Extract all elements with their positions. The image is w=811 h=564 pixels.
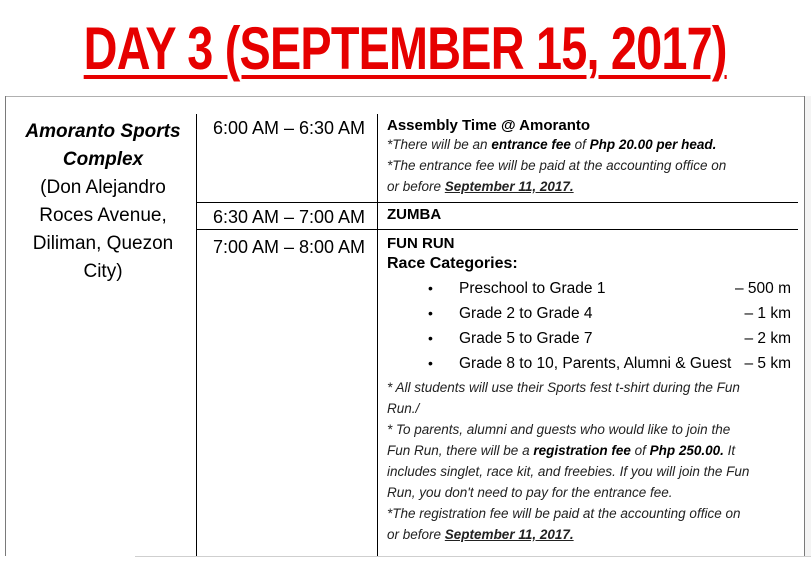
venue-name-line1: Amoranto Sports [25,121,181,142]
tshirt-note-line2: Run./ [387,401,420,416]
category-distance: – 5 km [744,355,791,372]
list-item [387,326,797,351]
activity-title: ZUMBA [387,206,442,223]
race-categories-heading: Race Categories: [387,255,518,272]
registration-note-line1: * To parents, alumni and guests who would like to join the [387,422,731,437]
category-name: Grade 8 to 10, Parents, Alumni & Guest [459,355,732,372]
note-text: It [723,443,736,458]
registration-note-line4: Run, you don't need to pay for the entrance fee. [387,485,673,500]
bullet-icon: • [428,355,433,371]
race-category-list [387,276,797,376]
note-emphasis: registration fee [533,443,631,458]
time-slot-assembly: 6:00 AM – 6:30 AM [212,118,366,138]
bullet-icon: • [428,305,433,321]
activity-title: FUN RUN [387,235,455,252]
deadline-date: September 11, 2017. [444,179,574,194]
entrance-fee-amount: Php 20.00 per head. [589,137,717,152]
registration-note-line2 [387,440,797,461]
note-text: *There will be an [387,137,492,152]
activity-fun-run [387,235,797,545]
time-slot-zumba: 6:30 AM – 7:00 AM [212,207,366,227]
note-emphasis: entrance fee [491,137,571,152]
entrance-fee-note [387,134,797,155]
note-text: of [570,137,590,152]
category-name: Grade 2 to Grade 4 [459,305,593,322]
category-distance: – 1 km [744,305,791,322]
payment-note-line1: *The entrance fee will be paid at the accounting office on [387,158,727,173]
venue-address-line3: Diliman, Quezon [32,233,174,254]
registration-payment-line2 [387,524,797,545]
venue-address-line1: (Don Alejandro [40,177,166,198]
list-item [387,276,797,301]
time-slot-fun-run: 7:00 AM – 8:00 AM [212,237,366,257]
registration-fee-amount: Php 250.00. [649,443,724,458]
column-divider-venue [196,114,197,556]
bullet-icon: • [428,280,433,296]
list-item [387,301,797,326]
registration-note-line3: includes singlet, race kit, and freebies. If you will join the Fun [387,464,750,479]
note-text: or before [387,527,445,542]
page-shadow [805,96,811,563]
day-banner [0,0,811,96]
activity-assembly [387,117,797,197]
page-edge-top [5,96,805,97]
note-text: of [630,443,650,458]
row-divider-1 [196,202,798,203]
note-text: or before [387,179,445,194]
category-distance: – 500 m [734,280,791,297]
note-text: Fun Run, there will be a [387,443,534,458]
venue-cell [12,118,194,286]
venue-name-line2: Complex [62,149,144,170]
row-divider-2 [196,229,798,230]
page-edge-left [5,96,6,563]
tshirt-note-line1: * All students will use their Sports fest t-shirt during the Fun [387,380,740,395]
venue-address-line4: City) [83,261,123,282]
category-name: Preschool to Grade 1 [459,280,606,297]
category-distance: – 2 km [744,330,791,347]
venue-address-line2: Roces Avenue, [39,205,167,226]
payment-note-line2 [387,176,797,197]
bullet-icon: • [428,330,433,346]
day-title: DAY 3 (SEPTEMBER 15, 2017) [83,14,728,82]
schedule-table [12,114,798,556]
activity-zumba [387,206,797,223]
list-item [387,351,797,376]
registration-payment-line1: *The registration fee will be paid at the accounting office on [387,506,741,521]
column-divider-time [377,114,378,556]
activity-title: Assembly Time @ Amoranto [387,117,591,134]
deadline-date: September 11, 2017. [444,527,574,542]
category-name: Grade 5 to Grade 7 [459,330,593,347]
